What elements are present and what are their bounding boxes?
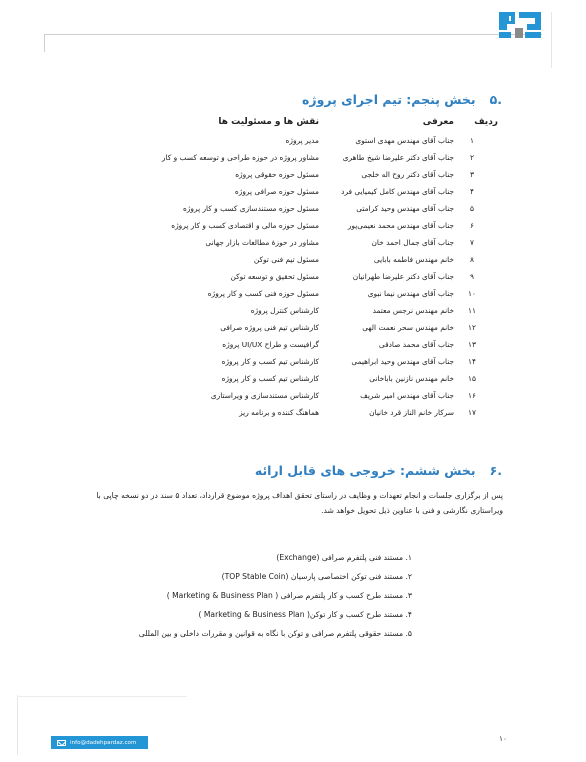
row-number: ۷ <box>470 238 474 247</box>
table-row <box>0 170 586 187</box>
section5-title-text: بخش پنجم: تیم اجرای پروژه <box>302 92 476 107</box>
row-number: ۱۰ <box>468 289 476 298</box>
table-row <box>0 221 586 238</box>
table-row <box>0 153 586 170</box>
table-row <box>0 323 586 340</box>
member-role: مشاور پروژه در حوزه طراحی و توسعه کسب و کار <box>161 153 319 162</box>
row-number: ۱۱ <box>468 306 476 315</box>
member-name: جناب آقای مهندس وحید کرامتی <box>356 204 454 213</box>
member-role: مسئول حوزه حقوقی پروژه <box>235 170 319 179</box>
section6-number: .۶ <box>489 463 502 478</box>
member-name: جناب آقای مهندس مهدی استوی <box>355 136 454 145</box>
member-name: خانم مهندس فاطمه بابایی <box>373 255 454 264</box>
list-item: ۳. مستند طرح کسب و کار پلتفرم صرافی ( Marketing & Business Plan ) <box>166 591 412 600</box>
footer-rule <box>17 695 18 755</box>
member-name: جناب آقای دکتر علیرضا شیخ طاهری <box>342 153 454 162</box>
member-name: جناب آقای مهندس نیما نبوی <box>367 289 454 298</box>
section6-title-text: بخش ششم: خروجی های قابل ارائه <box>254 463 476 478</box>
member-role: مسئول حوزه مالی و اقتصادی کسب و کار پروژه <box>171 221 319 230</box>
table-row <box>0 272 586 289</box>
section6-paragraph: پس از برگزاری جلسات و انجام تعهدات و وظایف در راستای تحقق اهداف پروژه موضوع قرارداد، تعداد ۵ سند در دو نسخه چاپی با ویراستاری نگارشی و فنی با عناوین ذیل تحویل خواهد شد. <box>96 491 503 515</box>
row-number: ۱۴ <box>468 357 476 366</box>
header-row-number: ردیف <box>474 117 498 127</box>
row-number: ۸ <box>470 255 474 264</box>
row-number: ۱۶ <box>468 391 476 400</box>
footer-rule-top <box>17 696 187 697</box>
member-name: جناب آقای مهندس کامل کیمیایی فرد <box>341 187 454 196</box>
email-badge[interactable] <box>51 736 148 749</box>
header-role: نقش ها و مسئولیت ها <box>218 117 319 127</box>
member-name: خانم مهندس نرجس معتمد <box>372 306 454 315</box>
member-role: کارشناس تیم کسب و کار پروژه <box>221 357 319 366</box>
member-name: جناب آقای مهندس امیر شریف <box>360 391 454 400</box>
section5-title <box>182 92 502 107</box>
list-item: ۲. مستند فنی توکن اختصاصی پارسیان (TOP Stable Coin) <box>221 572 412 581</box>
header-intro: معرفی <box>422 117 454 127</box>
table-row <box>0 408 586 425</box>
member-name: جناب آقای محمد صادقی <box>378 340 454 349</box>
row-number: ۵ <box>470 204 474 213</box>
header-rule <box>44 34 542 35</box>
email-link[interactable]: info@dadehpardaz.com <box>70 739 137 746</box>
table-row <box>0 136 586 153</box>
row-number: ۱ <box>470 136 474 145</box>
table-row <box>0 289 586 306</box>
row-number: ۲ <box>470 153 474 162</box>
table-row <box>0 204 586 221</box>
row-number: ۶ <box>470 221 474 230</box>
table-row <box>0 238 586 255</box>
page-number: ۱۰ <box>499 734 508 743</box>
member-role: مسئول حوزه فنی کسب و کار پروژه <box>207 289 319 298</box>
row-number: ۱۳ <box>468 340 476 349</box>
member-role: مسئول حوزه مستندسازی کسب و کار پروژه <box>182 204 319 213</box>
table-row <box>0 374 586 391</box>
row-number: ۹ <box>470 272 474 281</box>
table-row <box>0 187 586 204</box>
list-item: ۱. مستند فنی پلتفرم صرافی (Exchange) <box>276 553 412 562</box>
member-name: جناب آقای دکتر علیرضا طهرانیان <box>352 272 454 281</box>
row-number: ۱۷ <box>468 408 476 417</box>
row-number: ۴ <box>470 187 474 196</box>
list-item: ۵. مستند حقوقی پلتفرم صرافی و توکن با نگاه به قوانین و مقررات داخلی و بین المللی <box>138 629 412 638</box>
member-role: مدیر پروژه <box>285 136 319 145</box>
header-rule-corner <box>44 34 45 52</box>
member-role: کارشناس تیم فنی پروژه صرافی <box>220 323 319 332</box>
member-role: هماهنگ کننده و برنامه ریز <box>239 408 319 417</box>
member-role: کارشناس مستندسازی و ویراستاری <box>210 391 319 400</box>
member-name: جناب آقای مهندس وحید ابراهیمی <box>351 357 454 366</box>
member-role: گرافیست و طراح UI/UX پروژه <box>222 340 319 349</box>
member-role: کارشناس کنترل پروژه <box>250 306 319 315</box>
list-item: ۴. مستند طرح کسب و کار توکن( Marketing & Business Plan ) <box>198 610 412 619</box>
section5-number: .۵ <box>489 92 502 107</box>
member-name: سرکار خانم الناز قرد خانیان <box>369 408 454 417</box>
table-row <box>0 357 586 374</box>
member-name: جناب آقای دکتر روح اله خلجی <box>361 170 454 179</box>
row-number: ۳ <box>470 170 474 179</box>
member-name: خانم مهندس سحر نعمت الهی <box>362 323 454 332</box>
mail-icon <box>57 740 66 746</box>
member-role: مشاور در حوزهٔ مطالعات بازار جهانی <box>205 238 319 247</box>
member-role: مسئول حوزه صرافی پروژه <box>234 187 319 196</box>
section6-title <box>182 463 502 478</box>
member-name: خانم مهندس نازنین باباخانی <box>369 374 454 383</box>
member-name: جناب آقای مهندس محمد نعیمی‌پور <box>347 221 454 230</box>
member-role: کارشناس تیم کسب و کار پروژه <box>221 374 319 383</box>
table-row <box>0 340 586 357</box>
member-role: مسئول تیم فنی توکن <box>253 255 319 264</box>
table-row <box>0 255 586 272</box>
table-row <box>0 306 586 323</box>
company-logo <box>497 10 543 40</box>
row-number: ۱۲ <box>468 323 476 332</box>
header-side-rule <box>551 12 552 68</box>
table-row <box>0 391 586 408</box>
row-number: ۱۵ <box>468 374 476 383</box>
member-name: جناب آقای جمال احمد خان <box>371 238 454 247</box>
member-role: مسئول تحقیق و توسعه توکن <box>230 272 319 281</box>
